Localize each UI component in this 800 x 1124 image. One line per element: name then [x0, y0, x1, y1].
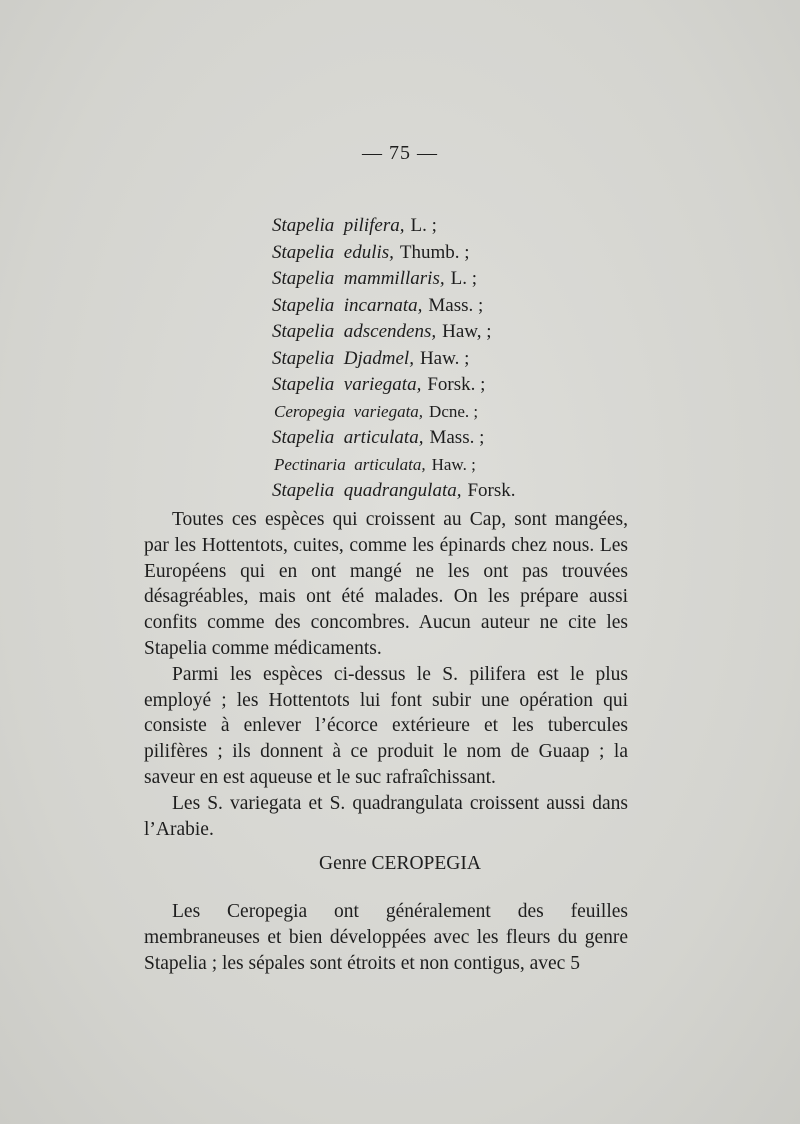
species-binomial: Pectinaria articulata,: [274, 454, 426, 474]
species-entry: [272, 346, 516, 373]
species-entry: [272, 452, 516, 479]
species-entry: [272, 399, 516, 426]
species-author: Haw. ;: [419, 347, 470, 369]
paragraph-3: Les S. variegata et S. quadrangulata croissent aussi dans l’Arabie.: [144, 792, 628, 840]
species-entry: [272, 319, 516, 346]
species-entry: [272, 266, 516, 293]
species-binomial: Ceropegia variegata,: [274, 401, 424, 421]
species-entry: [272, 372, 516, 399]
species-author: Mass. ;: [429, 427, 485, 448]
species-entry: [272, 425, 516, 452]
species-author: Mass. ;: [428, 294, 484, 316]
species-author: L. ;: [450, 268, 477, 289]
species-entry: [272, 293, 516, 320]
species-binomial: Stapelia Djadmel,: [272, 347, 414, 369]
species-entry: [272, 213, 516, 240]
species-author: Forsk. ;: [427, 374, 486, 395]
section-heading: Genre CEROPEGIA: [319, 853, 481, 874]
species-binomial: Stapelia articulata,: [272, 427, 424, 448]
species-author: Haw, ;: [442, 321, 492, 342]
paragraph-4: Les Ceropegia ont généralement des feuilles membraneuses et bien développées avec les fleurs du genre Stapelia ; les sépales sont étroits et non contigus, avec 5: [144, 901, 628, 974]
species-author: Forsk.: [467, 480, 516, 501]
species-binomial: Stapelia pilifera,: [272, 215, 405, 236]
species-author: Thumb. ;: [399, 241, 470, 263]
paragraph-1: Toutes ces espèces qui croissent au Cap, sont mangées, par les Hottentots, cuites, comme les épinards chez nous. Les Européens qui en ont mangé ne les ont pas trouvées désagréables, mais ont été malades. On les prépare aussi confits comme des concombres. Aucun auteur ne cite les Stapelia comme médicaments.: [144, 509, 628, 659]
species-entry: [272, 478, 516, 505]
species-binomial: Stapelia adscendens,: [272, 321, 437, 342]
text-block-2: [144, 899, 628, 976]
paragraph-2: Parmi les espèces ci-dessus le S. pilifera est le plus employé ; les Hottentots lui font subir une opération qui consiste à enlever l’écorce extérieure et les tubercules pilifères ; ils donnent à ce produit le nom de Guaap ; la saveur en est aqueuse et le suc rafraîchissant.: [144, 663, 628, 788]
species-binomial: Stapelia variegata,: [272, 374, 422, 395]
species-binomial: Stapelia quadrangulata,: [272, 480, 462, 501]
species-binomial: Stapelia edulis,: [272, 241, 394, 263]
species-list: [272, 213, 516, 505]
species-author: Haw. ;: [431, 454, 476, 474]
text-block-1: [144, 507, 628, 842]
species-binomial: Stapelia mammillaris,: [272, 268, 445, 289]
species-author: Dcne. ;: [429, 401, 479, 421]
species-binomial: Stapelia incarnata,: [272, 294, 423, 316]
species-author: L. ;: [410, 215, 437, 236]
species-entry: [272, 240, 516, 267]
page-number: — 75 —: [362, 142, 438, 164]
